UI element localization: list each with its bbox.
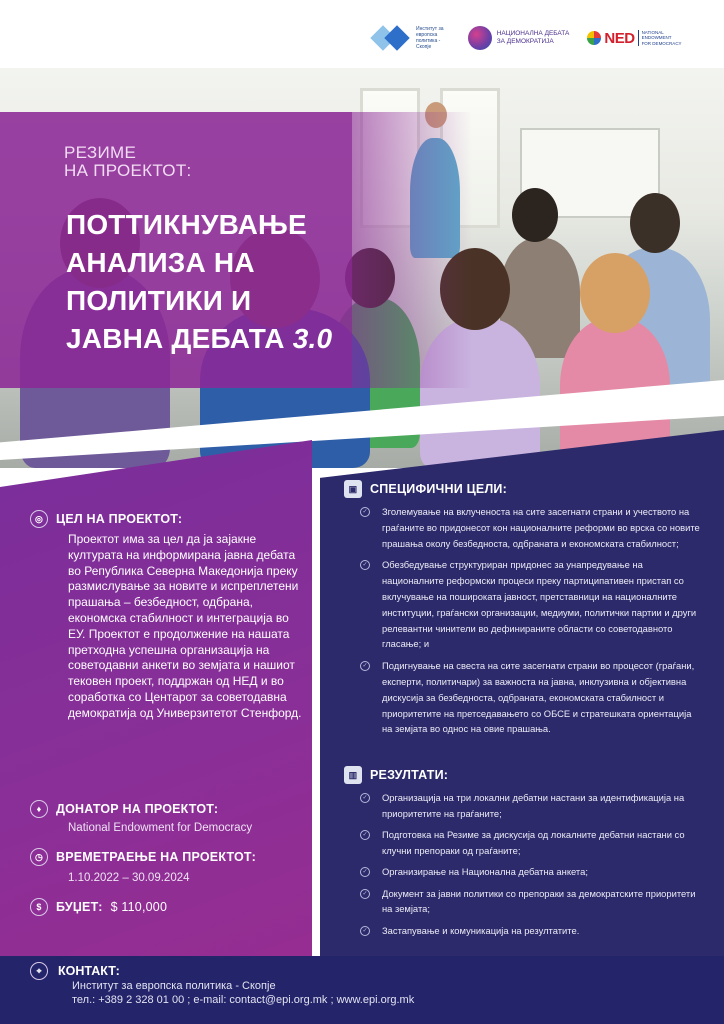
- result-text: Документ за јавни политики со препораки за демократските приоритети на земјата;: [382, 887, 696, 914]
- list-item: [356, 557, 704, 652]
- check-icon: ✓: [360, 867, 370, 877]
- national-debate-logo-text: НАЦИОНАЛНА ДЕБАТА ЗА ДЕМОКРАТИЈА: [496, 30, 570, 45]
- ned-logo-text: NATIONAL ENDOWMENT FOR DEMOCRACY: [638, 30, 682, 47]
- result-text: Застапување и комуникација на резултатите.: [382, 924, 580, 936]
- contact-organization: Институт за европска политика - Скопје: [72, 980, 276, 992]
- goal-heading: [30, 510, 182, 528]
- ned-emblem-icon: [587, 31, 601, 45]
- objectives-heading-text: СПЕЦИФИЧНИ ЦЕЛИ:: [370, 482, 507, 496]
- objective-text: Зголемување на вклученоста на сите засегнати страни и учеството на граѓаните во придонесот кон националните реформи во врска со новите прашања околу безбедноста, одбраната и економската стабилност;: [382, 506, 700, 549]
- contact-heading-text: КОНТАКТ:: [58, 964, 120, 978]
- list-item: [356, 827, 704, 858]
- check-icon: ✓: [360, 661, 370, 671]
- goal-heading-text: ЦЕЛ НА ПРОЕКТОТ:: [56, 512, 183, 526]
- location-pin-icon: ⌖: [30, 962, 48, 980]
- result-text: Организација на три локални дебатни настани за идентификација на приоритетите на граѓаните;: [382, 792, 685, 819]
- list-item: [356, 504, 704, 551]
- duration-value: 1.10.2022 – 30.09.2024: [68, 872, 190, 884]
- contact-details[interactable]: тел.: +389 2 328 01 00 ; e-mail: contact@epi.org.mk ; www.epi.org.mk: [72, 994, 415, 1006]
- donor-heading: [30, 800, 218, 818]
- budget-value: $ 110,000: [110, 900, 168, 914]
- check-icon: ✓: [360, 507, 370, 517]
- donor-value: National Endowment for Democracy: [68, 822, 253, 834]
- objectives-list: [356, 504, 704, 743]
- project-title-line4: [66, 320, 356, 358]
- contact-heading: [30, 962, 120, 980]
- budget-heading: [30, 898, 167, 916]
- objective-text: Подигнување на свеста на сите засегнати страни во процесот (граѓани, експерти, политичари) за важноста на јавна, инклузивна и објективна дискусија за безбедноста, одбраната, економската стабилност и приоритетите на претседавањето со ОБСЕ и стратешката ориентација на земјата во однос на овие прашања.: [382, 660, 695, 735]
- duration-heading: [30, 848, 256, 866]
- objective-text: Обезбедување структуриран придонес за унапредување на националните реформски процеси преку партиципативен пристап со вклучување на пошироката јавност, претставници на националните институции, граѓански организации, медиуми, политички партии и други релевантни чинители во дефинираните области со советодавното гласање; и: [382, 559, 697, 650]
- money-bag-icon: $: [30, 898, 48, 916]
- check-icon: ✓: [360, 926, 370, 936]
- clock-icon: ◷: [30, 848, 48, 866]
- project-title-version: 3.0: [292, 323, 333, 354]
- check-icon: ✓: [360, 560, 370, 570]
- results-heading-text: РЕЗУЛТАТИ:: [370, 768, 449, 782]
- result-text: Подготовка на Резиме за дискусија од локалните дебатни настани со клучни препораки од граѓаните;: [382, 829, 685, 856]
- epi-logo: [372, 25, 458, 51]
- goal-text: Проектот има за цел да ја зајакне културата на информирана јавна дебата во Република Северна Македонија преку размислување за новите и испреплетени прашања – безбедност, одбрана, економска стабилност и интеграција во ЕУ. Проектот е продолжение на нашата претходна успешна организација на советодавни анкети во земјата и нашиот тековен проект, поддржан од НЕД и во соработка со Центарот за советодавна демократија од Универзитетот Стенфорд.: [68, 532, 302, 720]
- check-icon: ✓: [360, 889, 370, 899]
- ned-logo: [587, 30, 717, 47]
- epi-diamond-icon: [372, 25, 412, 51]
- project-title-line3: ПОЛИТИКИ И: [66, 285, 252, 316]
- list-item: [356, 923, 704, 939]
- partner-logos: [372, 18, 717, 58]
- budget-heading-text: БУЏЕТ:: [56, 900, 103, 914]
- epi-logo-text: Институт за европска политика - Скопје: [416, 26, 444, 50]
- donor-hand-icon: ♦: [30, 800, 48, 818]
- summary-label-line1: РЕЗИМЕ: [64, 143, 137, 162]
- results-list: [356, 790, 704, 944]
- check-icon: ✓: [360, 793, 370, 803]
- results-heading: [344, 766, 448, 784]
- national-debate-logo: [468, 26, 578, 50]
- list-item: [356, 886, 704, 917]
- list-item: [356, 864, 704, 880]
- project-title-line2: АНАЛИЗА НА: [66, 247, 255, 278]
- ned-logo-mark: NED: [604, 29, 635, 47]
- project-title-line1: ПОТТИКНУВАЊЕ: [66, 209, 307, 240]
- project-title: [66, 206, 356, 358]
- duration-heading-text: ВРЕМЕТРАЕЊЕ НА ПРОЕКТОТ:: [56, 850, 256, 864]
- summary-label: [64, 144, 192, 180]
- summary-label-line2: НА ПРОЕКТОТ:: [64, 161, 192, 180]
- national-debate-emblem-icon: [468, 26, 492, 50]
- result-text: Организирање на Национална дебатна анкета;: [382, 866, 588, 877]
- bar-chart-icon: ▥: [344, 766, 362, 784]
- objectives-heading: [344, 480, 507, 498]
- check-icon: ✓: [360, 830, 370, 840]
- donor-heading-text: ДОНАТОР НА ПРОЕКТОТ:: [56, 802, 219, 816]
- list-item: [356, 658, 704, 737]
- presentation-board-icon: ▣: [344, 480, 362, 498]
- project-title-line4-text: ЈАВНА ДЕБАТА: [66, 323, 285, 354]
- list-item: [356, 790, 704, 821]
- target-icon: ◎: [30, 510, 48, 528]
